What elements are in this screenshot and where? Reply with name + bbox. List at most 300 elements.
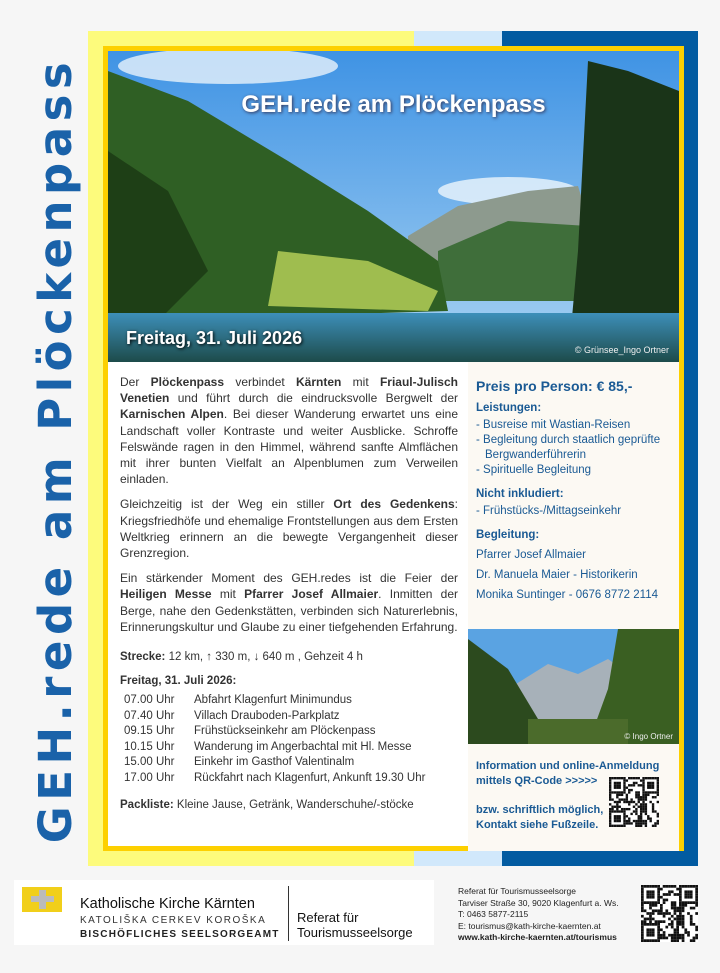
qr-module <box>649 904 652 907</box>
qr-module <box>645 825 647 827</box>
qr-module <box>690 918 693 921</box>
qr-module <box>693 937 696 940</box>
qr-module <box>642 798 644 800</box>
qr-module <box>635 813 637 815</box>
qr-module <box>657 787 659 789</box>
qr-module <box>695 904 698 907</box>
qr-module <box>649 791 651 793</box>
qr-module <box>679 909 682 912</box>
route-value: 12 km, ↑ 330 m, ↓ 640 m , Gehzeit 4 h <box>165 651 363 664</box>
qr-module <box>635 820 637 822</box>
qr-module <box>674 909 677 912</box>
info-panel <box>468 362 679 851</box>
photo-credit: © Grünsee_Ingo Ortner <box>574 345 669 355</box>
text: Gleichzeitig ist der Weg ein stiller <box>120 497 334 512</box>
text: Ein stärkender Moment des GEH.redes ist die Feier der <box>120 571 458 586</box>
qr-module <box>640 803 642 805</box>
qr-module <box>645 777 647 779</box>
qr-module <box>614 791 616 793</box>
qr-module <box>626 815 628 817</box>
qr-module <box>657 939 660 942</box>
qr-module <box>655 909 658 912</box>
qr-module <box>628 820 630 822</box>
qr-module <box>674 901 677 904</box>
qr-module <box>663 912 666 915</box>
qr-module <box>619 810 621 812</box>
qr-module <box>640 808 642 810</box>
qr-module <box>645 820 647 822</box>
schedule-row <box>120 724 458 740</box>
qr-module <box>690 890 693 893</box>
qr-module <box>642 796 644 798</box>
emphasis: Kärnten <box>296 375 342 389</box>
qr-module <box>633 810 635 812</box>
qr-module <box>657 909 660 912</box>
qr-module <box>649 777 651 779</box>
side-title: GEH.rede am Plöckenpass <box>29 56 82 844</box>
qr-module <box>687 896 690 899</box>
qr-module <box>657 901 660 904</box>
service-item: - Begleitung durch staatlich geprüfte Bergwanderführerin <box>476 434 661 461</box>
qr-module <box>682 901 685 904</box>
qr-module <box>646 918 649 921</box>
qr-module <box>690 907 693 910</box>
qr-module <box>649 928 652 931</box>
qr-module <box>614 784 616 786</box>
qr-module <box>638 791 640 793</box>
schedule-row <box>120 771 458 787</box>
qr-module <box>616 801 618 803</box>
qr-module <box>660 928 663 931</box>
event-title: GEH.rede am Plöckenpass <box>241 91 546 118</box>
qr-module <box>642 808 644 810</box>
qr-module <box>654 810 656 812</box>
qr-module <box>652 931 655 934</box>
qr-module <box>657 813 659 815</box>
qr-module <box>614 777 616 779</box>
qr-module <box>663 920 666 923</box>
qr-module <box>635 796 637 798</box>
qr-module <box>663 885 666 888</box>
qr-module <box>611 808 613 810</box>
qr-module <box>646 928 649 931</box>
qr-module <box>645 803 647 805</box>
qr-module <box>621 777 623 779</box>
qr-module <box>616 803 618 805</box>
qr-module <box>626 779 628 781</box>
qr-module <box>645 798 647 800</box>
qr-module <box>638 817 640 819</box>
contact-line: E: tourismus@kath-kirche-kaernten.at <box>458 920 601 931</box>
qr-module <box>609 825 611 827</box>
qr-module <box>611 798 613 800</box>
qr-module <box>676 888 679 891</box>
qr-module <box>641 926 644 929</box>
text: . Inmitten der Berge, nahe den Gedenkstätten, verbinden sich Naturerlebnis, Erinnerungskultur und Glaube zu einer tiefgehenden Erfahrung. <box>120 587 459 634</box>
qr-module <box>642 777 644 779</box>
qr-module <box>657 934 660 937</box>
qr-module <box>674 893 677 896</box>
written-registration-text: bzw. schriftlich möglich, Kontakt siehe Fußzeile. <box>476 804 604 831</box>
qr-module <box>652 782 654 784</box>
qr-module <box>687 901 690 904</box>
qr-module <box>676 907 679 910</box>
qr-module <box>652 904 655 907</box>
qr-module <box>609 789 611 791</box>
qr-module <box>649 820 651 822</box>
qr-module <box>621 810 623 812</box>
qr-module <box>665 885 668 888</box>
text: mit <box>211 587 245 602</box>
qr-module <box>646 923 649 926</box>
qr-module <box>614 825 616 827</box>
qr-module <box>682 907 685 910</box>
qr-module <box>652 825 654 827</box>
qr-module <box>647 782 649 784</box>
qr-module <box>611 777 613 779</box>
qr-module <box>679 896 682 899</box>
schedule-text: Abfahrt Klagenfurt Minimundus <box>194 694 352 707</box>
qr-module <box>641 896 644 899</box>
qr-module <box>626 808 628 810</box>
qr-module <box>645 813 647 815</box>
qr-module <box>642 794 644 796</box>
qr-module <box>657 789 659 791</box>
qr-module <box>665 893 668 896</box>
qr-module <box>628 817 630 819</box>
qr-module <box>645 796 647 798</box>
qr-module <box>623 779 625 781</box>
qr-module <box>614 810 616 812</box>
qr-module <box>645 794 647 796</box>
qr-module <box>619 777 621 779</box>
qr-module <box>630 801 632 803</box>
qr-module <box>626 787 628 789</box>
qr-module <box>640 798 642 800</box>
qr-module <box>638 798 640 800</box>
qr-module <box>626 820 628 822</box>
qr-module <box>642 810 644 812</box>
leistungen-heading: Leistungen: <box>476 402 542 414</box>
emphasis: Heiligen Messe <box>120 587 212 602</box>
schedule-heading: Freitag, 31. Juli 2026: <box>120 675 237 688</box>
qr-module <box>695 928 698 931</box>
qr-module <box>644 901 647 904</box>
qr-module <box>676 918 679 921</box>
qr-module <box>640 822 642 824</box>
qr-module <box>679 885 682 888</box>
qr-module <box>657 794 659 796</box>
qr-module <box>623 777 625 779</box>
qr-module <box>690 923 693 926</box>
schedule-time: 17.00 Uhr <box>124 771 175 784</box>
qr-module <box>646 896 649 899</box>
qr-module <box>628 791 630 793</box>
qr-module <box>616 820 618 822</box>
schedule-time: 10.15 Uhr <box>124 740 175 753</box>
qr-module <box>635 810 637 812</box>
qr-module <box>649 939 652 942</box>
qr-module <box>645 791 647 793</box>
qr-module <box>641 888 644 891</box>
qr-module <box>614 787 616 789</box>
qr-module <box>679 912 682 915</box>
qr-module <box>679 915 682 918</box>
qr-module <box>649 934 652 937</box>
qr-module <box>611 810 613 812</box>
qr-module <box>641 901 644 904</box>
qr-module <box>679 920 682 923</box>
qr-module <box>633 777 635 779</box>
qr-module <box>641 923 644 926</box>
qr-module <box>619 782 621 784</box>
qr-module <box>660 896 663 899</box>
qr-module <box>695 934 698 937</box>
qr-module <box>671 901 674 904</box>
qr-module <box>671 937 674 940</box>
qr-module <box>647 794 649 796</box>
qr-module <box>635 794 637 796</box>
qr-module <box>655 939 658 942</box>
schedule-row <box>120 740 458 756</box>
qr-module <box>649 912 652 915</box>
qr-module <box>619 825 621 827</box>
qr-module <box>619 806 621 808</box>
qr-module <box>647 815 649 817</box>
qr-module <box>619 784 621 786</box>
qr-module <box>641 920 644 923</box>
qr-module <box>630 789 632 791</box>
qr-module <box>665 899 668 902</box>
schedule <box>120 673 458 786</box>
schedule-text: Frühstückseinkehr am Plöckenpass <box>194 725 376 738</box>
qr-module <box>682 904 685 907</box>
online-registration-text: Information und online-Anmeldung mittels QR-Code >>>>> <box>476 760 660 787</box>
qr-module <box>657 928 660 931</box>
qr-module <box>640 820 642 822</box>
qr-module <box>628 789 630 791</box>
qr-module <box>623 810 625 812</box>
qr-module <box>652 808 654 810</box>
qr-module <box>616 817 618 819</box>
qr-module <box>679 918 682 921</box>
qr-module <box>623 798 625 800</box>
qr-module <box>674 912 677 915</box>
qr-module <box>635 791 637 793</box>
qr-module <box>652 787 654 789</box>
qr-module <box>621 798 623 800</box>
qr-module <box>660 934 663 937</box>
qr-module <box>674 928 677 931</box>
qr-module <box>663 937 666 940</box>
guide-item: Pfarrer Josef Allmaier <box>476 549 586 561</box>
qr-module <box>640 810 642 812</box>
qr-module <box>646 939 649 942</box>
flyer-frame <box>103 46 684 851</box>
qr-module <box>644 920 647 923</box>
qr-module <box>652 939 655 942</box>
qr-module <box>693 923 696 926</box>
qr-module <box>623 813 625 815</box>
qr-module <box>655 885 658 888</box>
qr-module <box>641 907 644 910</box>
qr-module <box>641 915 644 918</box>
qr-module <box>619 787 621 789</box>
qr-module <box>649 920 652 923</box>
qr-module <box>690 896 693 899</box>
qr-module <box>641 937 644 940</box>
emphasis: Friaul-Julisch Venetien <box>120 375 458 406</box>
qr-module <box>674 939 677 942</box>
route-info <box>120 649 458 665</box>
footer-qr-code[interactable] <box>641 885 698 942</box>
church-cross-logo <box>22 887 62 912</box>
qr-module <box>640 784 642 786</box>
qr-module <box>649 782 651 784</box>
qr-module <box>660 937 663 940</box>
qr-module <box>674 918 677 921</box>
qr-module <box>657 885 660 888</box>
text: und führt durch die eindrucksvolle Bergwelt der <box>169 391 458 406</box>
qr-module <box>684 896 687 899</box>
qr-module <box>652 890 655 893</box>
org-name-slovene: KATOLIŠKA CERKEV KOROŠKA <box>80 915 267 926</box>
qr-module <box>676 923 679 926</box>
qr-module <box>679 893 682 896</box>
qr-module <box>642 803 644 805</box>
qr-module <box>679 907 682 910</box>
qr-module <box>660 888 663 891</box>
qr-module <box>652 893 655 896</box>
qr-module <box>652 901 655 904</box>
qr-module <box>679 904 682 907</box>
qr-module <box>623 817 625 819</box>
schedule-text: Einkehr im Gasthof Valentinalm <box>194 756 355 769</box>
qr-module <box>676 915 679 918</box>
mountain-photo <box>468 629 679 744</box>
qr-module <box>623 801 625 803</box>
qr-module <box>652 777 654 779</box>
qr-module <box>614 801 616 803</box>
qr-module <box>640 815 642 817</box>
packing-list <box>120 797 458 813</box>
qr-module <box>609 803 611 805</box>
qr-module <box>654 822 656 824</box>
qr-module <box>640 779 642 781</box>
qr-module <box>660 912 663 915</box>
qr-module <box>654 791 656 793</box>
qr-module <box>676 909 679 912</box>
qr-module <box>652 806 654 808</box>
qr-module <box>641 928 644 931</box>
qr-module <box>646 912 649 915</box>
qr-module <box>642 787 644 789</box>
not-included-heading: Nicht inkludiert: <box>476 488 564 500</box>
qr-module <box>619 820 621 822</box>
qr-module <box>687 912 690 915</box>
qr-module <box>609 787 611 789</box>
qr-module <box>635 825 637 827</box>
qr-module <box>657 931 660 934</box>
qr-module <box>657 923 660 926</box>
qr-module <box>657 779 659 781</box>
qr-module <box>660 907 663 910</box>
qr-module <box>652 784 654 786</box>
qr-module <box>609 815 611 817</box>
schedule-time: 07.00 Uhr <box>124 694 175 707</box>
qr-module <box>652 934 655 937</box>
qr-module <box>619 791 621 793</box>
qr-module <box>657 888 660 891</box>
qr-module <box>676 920 679 923</box>
qr-module <box>657 784 659 786</box>
qr-module <box>665 909 668 912</box>
qr-module <box>619 801 621 803</box>
service-item: - Spirituelle Begleitung <box>476 464 592 476</box>
qr-module <box>638 806 640 808</box>
qr-module <box>676 934 679 937</box>
qr-module <box>679 923 682 926</box>
qr-module <box>623 791 625 793</box>
qr-module <box>619 794 621 796</box>
qr-module <box>641 899 644 902</box>
qr-module <box>687 890 690 893</box>
qr-module <box>628 777 630 779</box>
qr-module <box>652 928 655 931</box>
qr-module <box>660 909 663 912</box>
qr-module <box>647 784 649 786</box>
contact-line[interactable]: www.kath-kirche-kaernten.at/tourismus <box>458 932 617 942</box>
qr-module <box>695 926 698 929</box>
qr-module <box>657 815 659 817</box>
qr-module <box>652 885 655 888</box>
qr-module <box>642 784 644 786</box>
qr-module <box>633 784 635 786</box>
qr-module <box>652 909 655 912</box>
qr-module <box>668 885 671 888</box>
text: . Bei dieser Wanderung erwartet uns eine Landschaft voller Kontraste und weiter Ausblicke. Schroffe Felswände ragen in den Himmel, während sanfte Almflächen mit ihrer bunten Vielfalt an Alpenblumen zum Verweilen einladen. <box>120 407 458 487</box>
qr-module <box>616 810 618 812</box>
qr-module <box>676 939 679 942</box>
qr-module <box>616 806 618 808</box>
qr-module <box>642 782 644 784</box>
qr-module <box>642 822 644 824</box>
qr-module <box>616 791 618 793</box>
qr-module <box>642 789 644 791</box>
text: verbindet <box>224 375 297 389</box>
qr-module <box>645 822 647 824</box>
qr-module <box>623 820 625 822</box>
schedule-text: Rückfahrt nach Klagenfurt, Ankunft 19.30 Uhr <box>194 771 426 784</box>
qr-module <box>646 893 649 896</box>
registration-qr-code[interactable] <box>609 777 659 827</box>
qr-module <box>682 915 685 918</box>
qr-module <box>671 939 674 942</box>
qr-module <box>652 896 655 899</box>
qr-module <box>616 777 618 779</box>
qr-module <box>652 791 654 793</box>
qr-module <box>642 806 644 808</box>
qr-module <box>671 904 674 907</box>
qr-module <box>682 934 685 937</box>
qr-module <box>630 822 632 824</box>
schedule-time: 09.15 Uhr <box>124 725 175 738</box>
photo2-credit: © Ingo Ortner <box>624 732 673 741</box>
qr-module <box>657 896 660 899</box>
qr-module <box>633 820 635 822</box>
qr-module <box>676 893 679 896</box>
text: : Kriegsfriedhöfe und ehemalige Frontstellungen aus dem Ersten Weltkrieg erinnern an die bewegte Vergangenheit dieser Grenzregion. <box>120 497 458 561</box>
